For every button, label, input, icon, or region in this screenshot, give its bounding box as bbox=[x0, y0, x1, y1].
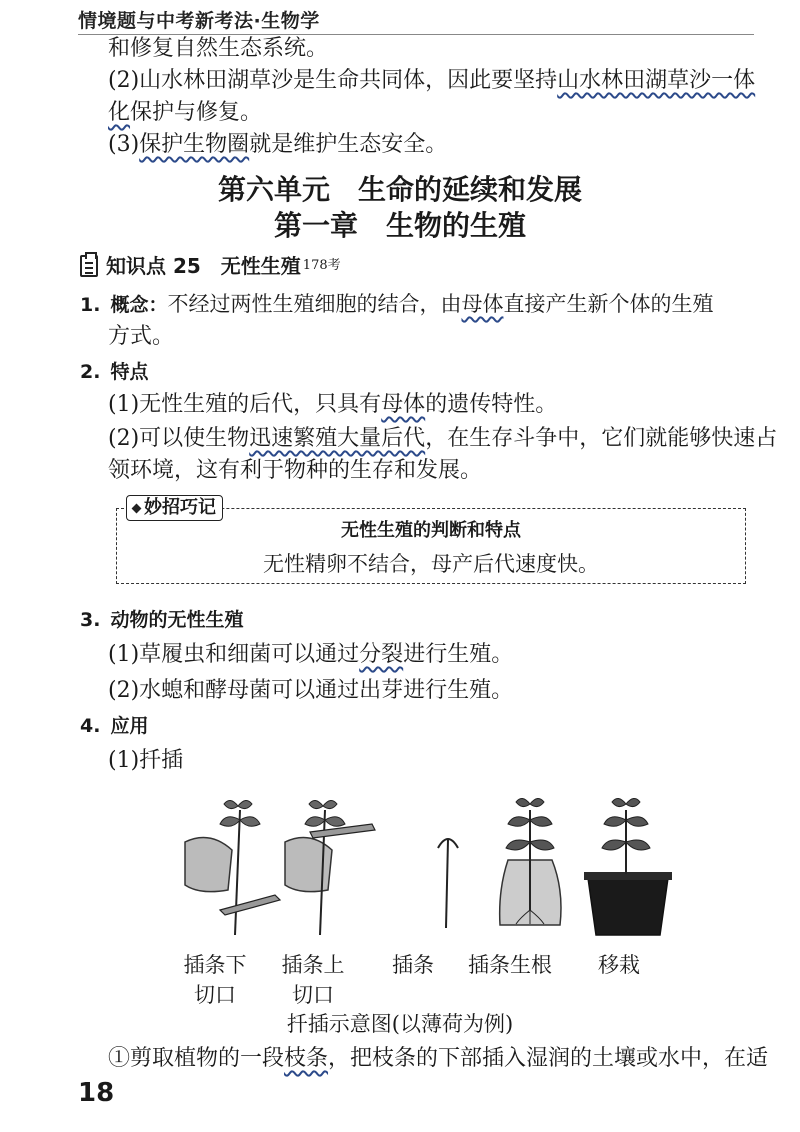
caption-upper-cut: 插条上 切口 bbox=[281, 953, 345, 1007]
section-application: 4. 应用 bbox=[80, 715, 149, 737]
prev-line-1: 和修复自然生态系统。 bbox=[108, 36, 329, 61]
cutting-upper-cut-illustration bbox=[280, 790, 400, 940]
emphasis: 分裂 bbox=[359, 642, 404, 667]
book-header: 情境题与中考新考法·生物学 bbox=[78, 10, 320, 32]
caption-cutting: 插条 bbox=[392, 953, 434, 977]
step-1: ①剪取植物的一段枝条，把枝条的下部插入湿润的土壤或水中，在适 bbox=[108, 1046, 769, 1071]
caption-rooting: 插条生根 bbox=[468, 953, 552, 977]
figure-title: 扦插示意图(以薄荷为例) bbox=[286, 1012, 514, 1036]
animal-item-2: (2)水螅和酵母菌可以通过出芽进行生殖。 bbox=[108, 678, 514, 703]
section-features: 2. 特点 bbox=[80, 361, 149, 383]
emphasis: 保护生物圈 bbox=[139, 132, 250, 157]
feature-item-2-cont: 领环境，这有利于物种的生存和发展。 bbox=[108, 458, 483, 483]
emphasis: 化 bbox=[108, 100, 131, 125]
prev-item-2: (2)山水林田湖草沙是生命共同体，因此要坚持山水林田湖草沙一体 bbox=[108, 68, 756, 93]
caption-transplant: 移栽 bbox=[598, 953, 640, 977]
clipboard-icon bbox=[80, 255, 98, 277]
memory-tip-body: 无性精卵不结合，母产后代速度快。 bbox=[263, 552, 599, 576]
emphasis: 山水林田湖草沙一体 bbox=[557, 68, 756, 93]
chapter-title: 第一章 生物的生殖 bbox=[273, 209, 526, 242]
emphasis: 迅速繁殖大量后代 bbox=[249, 426, 426, 451]
caption-lower-cut: 插条下 切口 bbox=[183, 953, 247, 1007]
diamond-icon bbox=[132, 503, 142, 513]
emphasis: 母体 bbox=[461, 292, 504, 316]
section-concept: 1. 概念：不经过两性生殖细胞的结合，由母体直接产生新个体的生殖 bbox=[80, 292, 714, 316]
feature-item-1: (1)无性生殖的后代，只具有母体的遗传特性。 bbox=[108, 392, 558, 417]
section-animal-asexual: 3. 动物的无性生殖 bbox=[80, 609, 244, 631]
application-item-1: (1)扦插 bbox=[108, 748, 184, 773]
feature-item-2: (2)可以使生物迅速繁殖大量后代，在生存斗争中，它们就能够快速占 bbox=[108, 426, 778, 451]
prev-item-2-cont: 化保护与修复。 bbox=[108, 100, 263, 125]
unit-title: 第六单元 生命的延续和发展 bbox=[217, 173, 582, 206]
emphasis: 枝条 bbox=[284, 1046, 329, 1071]
concept-cont: 方式。 bbox=[108, 324, 175, 349]
transplant-illustration bbox=[578, 790, 698, 940]
memory-tip-tag: 妙招巧记 bbox=[126, 495, 223, 521]
memory-tip-title: 无性生殖的判断和特点 bbox=[341, 520, 521, 541]
animal-item-1: (1)草履虫和细菌可以通过分裂进行生殖。 bbox=[108, 642, 514, 667]
prev-item-3: (3)保护生物圈就是维护生态安全。 bbox=[108, 132, 448, 157]
page-number: 18 bbox=[78, 1078, 115, 1108]
emphasis: 母体 bbox=[381, 392, 426, 417]
exam-count: 178考 bbox=[302, 258, 341, 273]
knowledge-point-heading: 知识点 25 无性生殖 178考 bbox=[80, 252, 341, 280]
